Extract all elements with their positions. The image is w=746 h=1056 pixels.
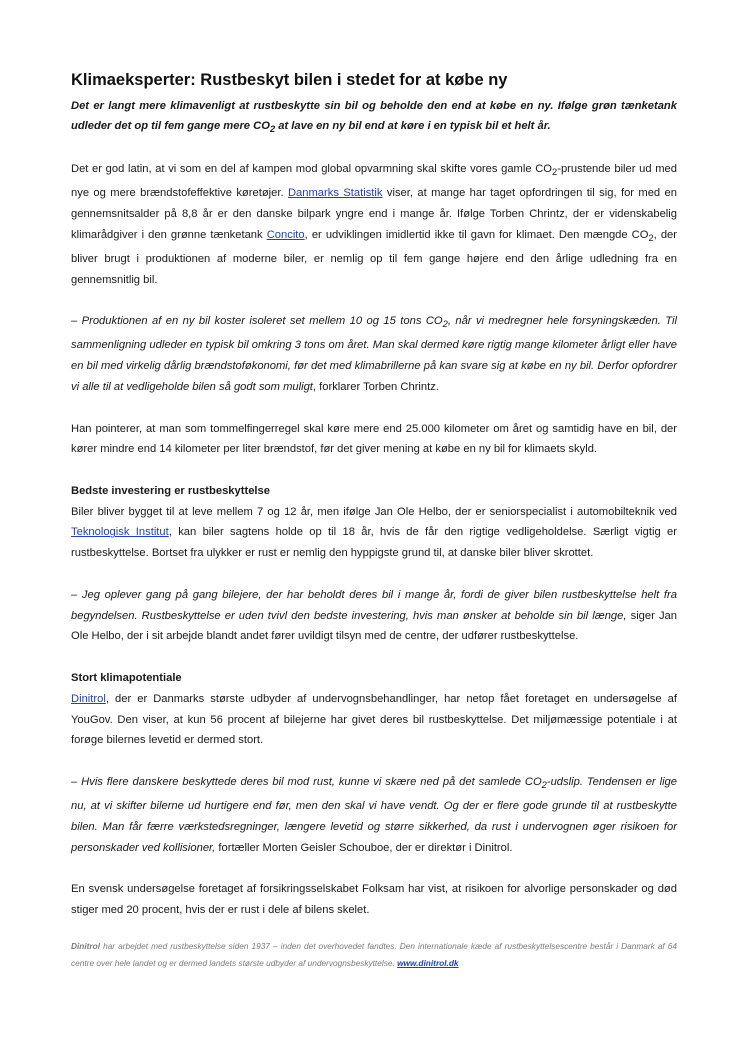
quote-text: – Hvis flere danskere beskyttede deres bil mod rust, kunne vi skære ned på det samlede CO xyxy=(71,776,542,789)
paragraph-4 xyxy=(71,502,677,564)
article-title: Klimaeksperter: Rustbeskyt bilen i stedet for at købe ny xyxy=(71,71,508,89)
paragraph-6 xyxy=(71,689,677,751)
paragraph-text: -prustende biler ud med nye og mere brændstofeffektive køretøjer. xyxy=(71,163,677,200)
link-teknologisk-institut[interactable]: Teknologisk Institut xyxy=(71,526,169,539)
paragraph-text: Det er god latin, at vi som en del af kampen mod global opvarmning skal skifte vores gamle CO xyxy=(71,163,553,176)
paragraph-1 xyxy=(71,159,677,290)
quote-paragraph-2 xyxy=(71,585,677,647)
quote-text: -udslip. Tendensen er lige nu, at vi skifter bilerne ud hurtigere end før, men den skal vi have vendt. Og der er flere gode grunde til at rustbeskytte bilen. Man får færre værkstedsregninger, længere levetid og større sikkerhed, da rust i undervognen øger risikoen for personskader ved kollisioner, xyxy=(71,776,677,854)
article-lead xyxy=(71,96,677,139)
section-heading-climate: Stort klimapotentiale xyxy=(71,672,182,685)
boilerplate-footer xyxy=(71,938,677,972)
paragraph-text: , der bliver brugt i produktionen af moderne biler, er nemlig op til fem gange højere end den årlige udledning fra en gennemsnitlig bil. xyxy=(71,228,677,286)
link-concito[interactable]: Concito xyxy=(266,228,305,241)
subscript: 2 xyxy=(541,780,547,791)
attribution-text: , forklarer Torben Chrintz. xyxy=(312,380,439,393)
link-danmarks-statistik[interactable]: Danmarks Statistik xyxy=(287,187,383,200)
paragraph-text: , kan biler sagtens holde op til 18 år, hvis de får den rigtige vedligeholdelse. Særligt vigtig er rustbeskyttelse. Bortset fra ulykker er rust er nemlig den hyppigste grund til, at danske biler bliver skrottet. xyxy=(71,526,677,560)
quote-text: , når vi medregner hele forsyningskæden. Til sammenligning udleder en typisk bil omkring 3 tons om året. Man skal dermed køre rigtig mange kilometer årligt eller have en bil med virkelig dårlig brændstoføkonomi, før det med klimabrillerne på kan svare sig at købe en ny bil. Derfor opfordrer vi alle til at vedligeholde bilen så godt som muligt xyxy=(71,315,677,393)
quote-paragraph-3 xyxy=(71,772,677,858)
document-page xyxy=(71,70,677,972)
section-heading-investment: Bedste investering er rustbeskyttelse xyxy=(71,484,270,497)
paragraph-8: En svensk undersøgelse foretaget af forsikringsselskabet Folksam har vist, at risikoen for alvorlige personskader og død stiger med 20 procent, hvis der er rust i dele af bilens skelet. xyxy=(71,883,677,917)
paragraph-text: , er udviklingen imidlertid ikke til gavn for klimaet. Den mængde CO xyxy=(304,228,649,241)
attribution-text: siger Jan Ole Helbo, der i sit arbejde blandt andet fører uvildigt tilsyn med de centre, der udfører rustbeskyttelse. xyxy=(71,609,677,643)
subscript: 2 xyxy=(269,124,276,135)
footer-text: har arbejdet med rustbeskyttelse siden 1937 – inden det overhovedet fandtes. Den internationale kæde af rustbeskyttelsescentre består i Danmark af 64 centre over hele landet og er dermed landets største udbyder af undervognsbeskyttelse. xyxy=(71,940,677,968)
paragraph-text: Biler bliver bygget til at leve mellem 7 og 12 år, men ifølge Jan Ole Helbo, der er seniorspecialist i automobilteknik ved xyxy=(71,505,677,518)
footer-brand: Dinitrol xyxy=(71,940,101,951)
quote-text: – Produktionen af en ny bil koster isoleret set mellem 10 og 15 tons CO xyxy=(71,315,443,328)
lead-text: at lave en ny bil end at køre i en typisk bil et helt år. xyxy=(275,120,551,132)
link-dinitrol-website[interactable]: www.dinitrol.dk xyxy=(397,957,459,968)
subscript: 2 xyxy=(648,233,654,244)
link-dinitrol[interactable]: Dinitrol xyxy=(71,692,106,705)
paragraph-text: viser, at mange har taget opfordringen til sig, for med en gennemsnitsalder på 8,8 år er den danske bilpark yngre end i mange år. Ifølge Torben Chrintz, der er videnskabelig klimarådgiver i den grønne tænketank xyxy=(71,187,677,241)
paragraph-3: Han pointerer, at man som tommelfingerregel skal køre mere end 25.000 kilometer om året og samtidig have en bil, der kører mindre end 14 kilometer per liter brændstof, før det giver mening at købe en ny bil for klimaets skyld. xyxy=(71,422,677,456)
quote-text: – Jeg oplever gang på gang bilejere, der har beholdt deres bil i mange år, fordi de giver bilen rustbeskyttelse helt fra begyndelsen. Rustbeskyttelse er uden tvivl den bedste investering, hvis man ønsker at beholde sin bil længe, xyxy=(71,588,677,622)
quote-paragraph-1 xyxy=(71,311,677,397)
lead-text: Det er langt mere klimavenligt at rustbeskytte sin bil og beholde den end at købe en ny. Ifølge grøn tænketank udleder det op til fem gange mere CO xyxy=(71,100,677,132)
subscript: 2 xyxy=(442,319,448,330)
paragraph-text: , der er Danmarks største udbyder af undervognsbehandlinger, har netop fået foretaget en undersøgelse af YouGov. Den viser, at kun 56 procent af bilejerne har givet deres bil rustbeskyttelse. Det miljømæssige potentiale i at forøge bilernes levetid er dermed stort. xyxy=(71,692,677,747)
attribution-text: fortæller Morten Geisler Schouboe, der er direktør i Dinitrol. xyxy=(215,841,513,854)
subscript: 2 xyxy=(552,167,558,178)
